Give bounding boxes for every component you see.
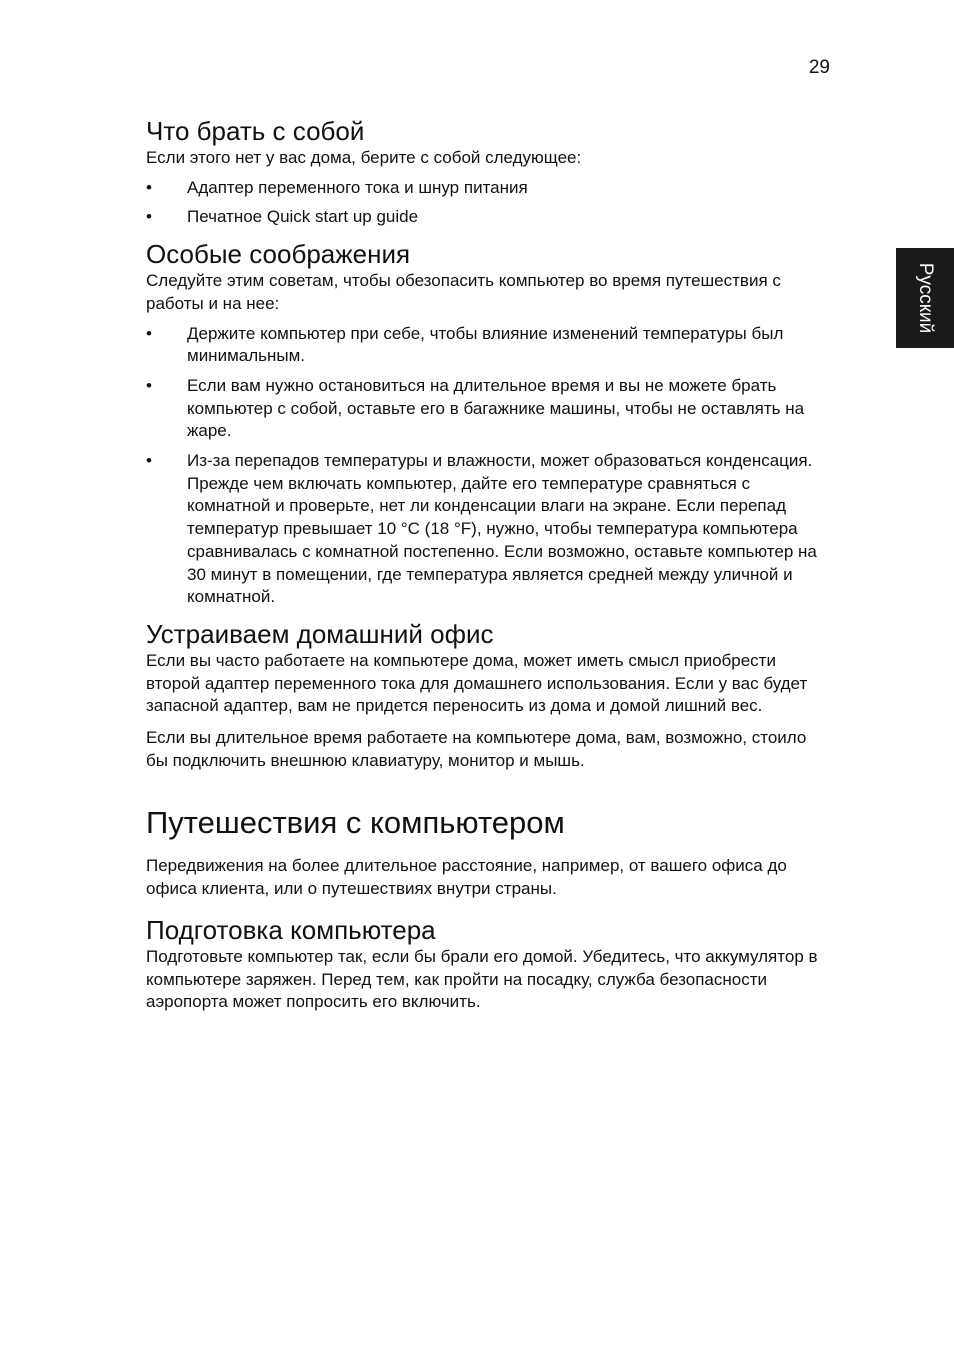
- page-number: 29: [808, 57, 830, 78]
- list-item: • Адаптер переменного тока и шнур питания: [146, 177, 832, 200]
- section-intro-what-to-bring: Если этого нет у вас дома, берите с собой следующее:: [146, 148, 582, 167]
- section-intro-special: Следуйте этим советам, чтобы обезопасить компьютер во время путешествия с работы и на нее:: [146, 271, 781, 313]
- paragraph-home-office-1: Если вы часто работаете на компьютере дома, может иметь смысл приобрести второй адаптер переменного тока для домашнего использования. Если у вас будет запасной адаптер, вам не придется переносить из дома и домой лишний вес.: [146, 650, 808, 716]
- language-tab-label: Русский: [915, 262, 936, 334]
- list-item: • Держите компьютер при себе, чтобы влияние изменений температуры был минимальным.: [146, 323, 832, 368]
- list-item: • Если вам нужно остановиться на длительное время и вы не можете брать компьютер с собой, оставьте его в багажнике машины, чтобы не оставлять на жаре.: [146, 375, 832, 443]
- language-tab: [896, 248, 954, 348]
- section-title-home-office: Устраиваем домашний офис: [146, 618, 494, 649]
- chapter-title-travel: Путешествия с компьютером: [146, 805, 565, 841]
- section-title-prepare: Подготовка компьютера: [146, 914, 436, 945]
- list-item: • Печатное Quick start up guide: [146, 206, 832, 229]
- paragraph-prepare: Подготовьте компьютер так, если бы брали его домой. Убедитесь, что аккумулятор в компьютере заряжен. Перед тем, как пройти на посадку, служба безопасности аэропорта может попросить его включить.: [146, 946, 818, 1012]
- paragraph-home-office-2: Если вы длительное время работаете на компьютере дома, вам, возможно, стоило бы подключить внешнюю клавиатуру, монитор и мышь.: [146, 728, 807, 770]
- list-item: • Из-за перепадов температуры и влажности, может образоваться конденсация. Прежде чем включать компьютер, дайте его температуре сравняться с комнатной и проверьте, нет ли конденсации влаги на экране. Если перепад температур превышает 10 °C (18 °F), нужно, чтобы температура компьютера сравнивалась с комнатной постепенно. Если возможно, оставьте компьютер на 30 минут в помещении, где температура является средней между уличной и комнатной.: [146, 450, 832, 609]
- bullet-list-special: [146, 323, 832, 609]
- section-title-what-to-bring: Что брать с собой: [146, 116, 365, 146]
- page-content: [146, 116, 832, 1014]
- paragraph-travel-intro: Передвижения на более длительное расстояние, например, от вашего офиса до офиса клиента, или о путешествиях внутри страны.: [146, 856, 787, 899]
- bullet-list-what-to-bring: [146, 177, 832, 229]
- section-title-special: Особые соображения: [146, 239, 411, 270]
